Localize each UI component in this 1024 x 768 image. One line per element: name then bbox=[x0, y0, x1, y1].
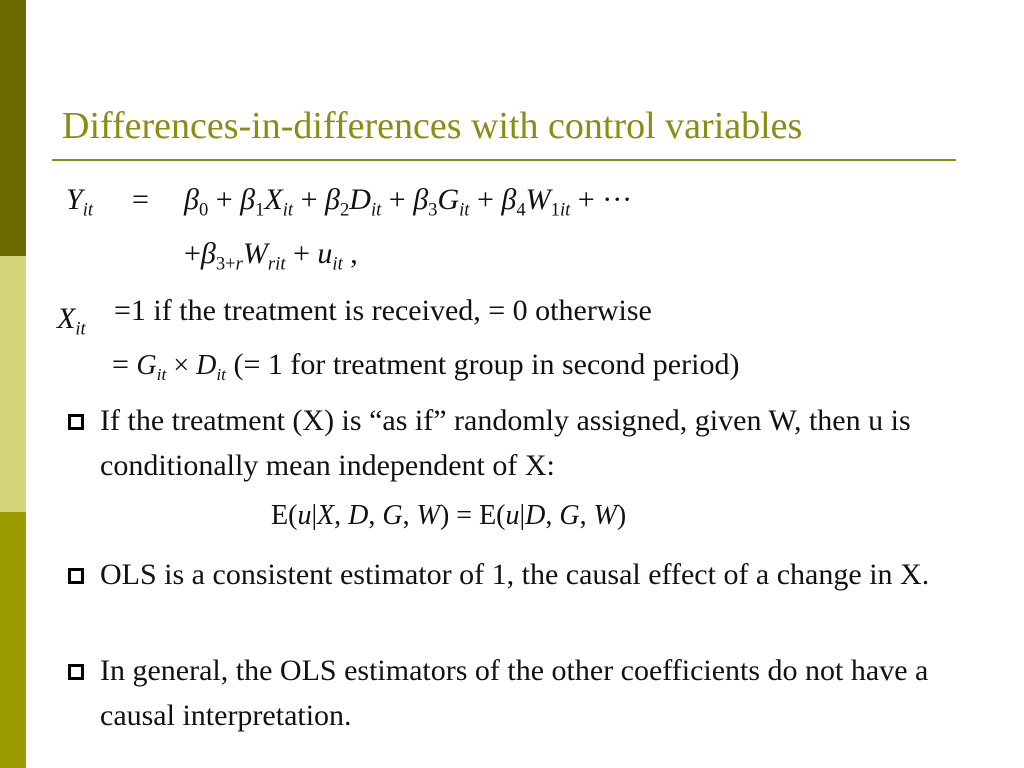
sidebar-band-middle bbox=[0, 256, 26, 512]
conditional-expectation: E(u|X, D, G, W) = E(u|D, G, W) bbox=[271, 500, 627, 531]
sidebar-decoration bbox=[0, 0, 26, 768]
equation-lhs: $Y_{it}$ bbox=[66, 183, 94, 221]
equation-line-2: $+\beta_{3+r}W_{rit} + u_{it}$ , bbox=[184, 237, 358, 275]
definition-line-2-suffix: (= 1 for treatment group in second period) bbox=[226, 348, 740, 381]
x-it-symbol: $X_{it}$ bbox=[57, 302, 86, 340]
bullet-text: In general, the OLS estimators of the other coefficients do not have a causal interpretation. bbox=[100, 654, 929, 732]
bullet-item bbox=[68, 552, 968, 597]
bullet-text: OLS is a consistent estimator of 1, the causal effect of a change in X. bbox=[100, 558, 930, 591]
sidebar-band-bottom bbox=[0, 512, 26, 768]
hollow-square-icon bbox=[68, 664, 84, 680]
slide-title: Differences-in-differences with control variables bbox=[62, 105, 803, 147]
title-underline bbox=[52, 159, 956, 161]
equation-equals: = bbox=[132, 183, 149, 216]
definition-line-2 bbox=[112, 348, 740, 385]
bullet-item bbox=[68, 398, 968, 488]
hollow-square-icon bbox=[68, 414, 84, 430]
hollow-square-icon bbox=[68, 568, 84, 584]
equation-line-1: $\beta_0 + \beta_1X_{it} + \beta_2D_{it} + \beta_3G_{it} + \beta_4W_{1it}$ + ··· bbox=[184, 183, 633, 221]
sidebar-band-top bbox=[0, 0, 26, 256]
bullet-text: If the treatment (X) is “as if” randomly assigned, given W, then u is conditionally mean independent of X: bbox=[100, 404, 911, 482]
interaction-term: $G_{it} \times D_{it}$ bbox=[136, 350, 226, 385]
definition-line-2-prefix: = bbox=[112, 348, 137, 381]
definition-line-1: =1 if the treatment is received, = 0 otherwise bbox=[114, 294, 652, 327]
bullet-item bbox=[68, 648, 968, 738]
